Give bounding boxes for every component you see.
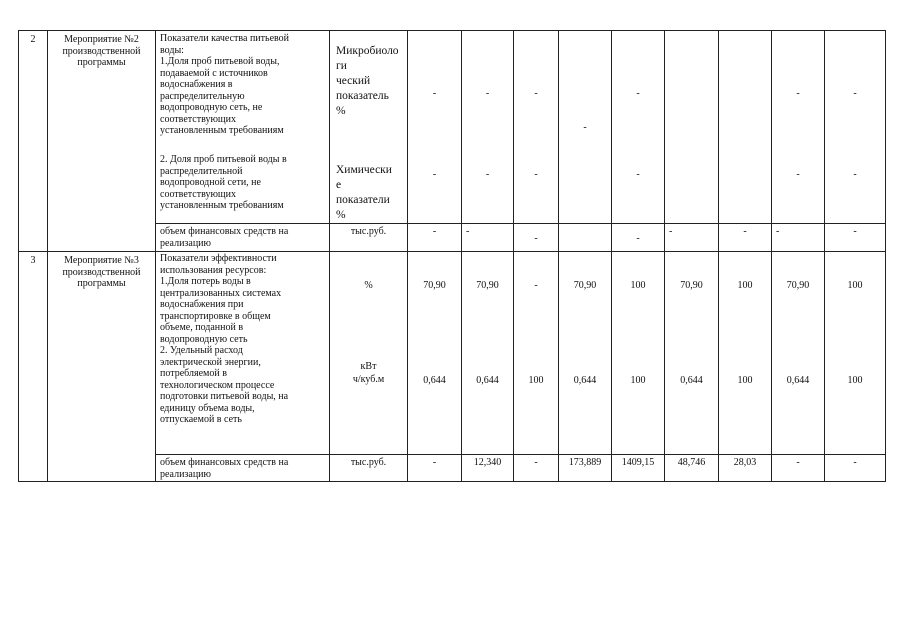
program-table: 2 Мероприятие №2 производственной программы Показатели качества питьевой воды: 1.Доля проб питьевой воды, подаваемой с источников водоснабжения в распределительную водопроводную сеть, не соответствующих установленным требованиям 2. Доля проб питьевой воды в распределительной водопроводной сети, не соответствующих установленным требованиям Микробиоло ги ческий показатель % Химически е показатели % - - - - - - - - - - - - - объем финансовых средств на реализацию тыс.руб. - - - - - - - - 3 Мероприятие №3 производственной программы Показатели эффективности использования ресурсов: 1.Доля потерь воды в централизованных системах водоснабжения при транспортировке в общем объеме, поданной в водопроводную сеть 2. Удельный расход электрической энергии, потребляемой в технологическом процессе подготовки питьевой воды, на единицу объема воды, отпускаемой в сеть % кВт ч/куб.м 70,90 70,90 - 70,90 100 70,90 100 70,90 100 0,644 0,644 100 0,644 100 0,644 100 0,644 100 объем финансовых средств на реализацию тыс.руб. - 12,340 - 173,889 1409,15 48,746 28,03 - - (18, 30, 886, 482)
row-number: 3 (30, 255, 36, 266)
row-number: 2 (30, 34, 36, 45)
